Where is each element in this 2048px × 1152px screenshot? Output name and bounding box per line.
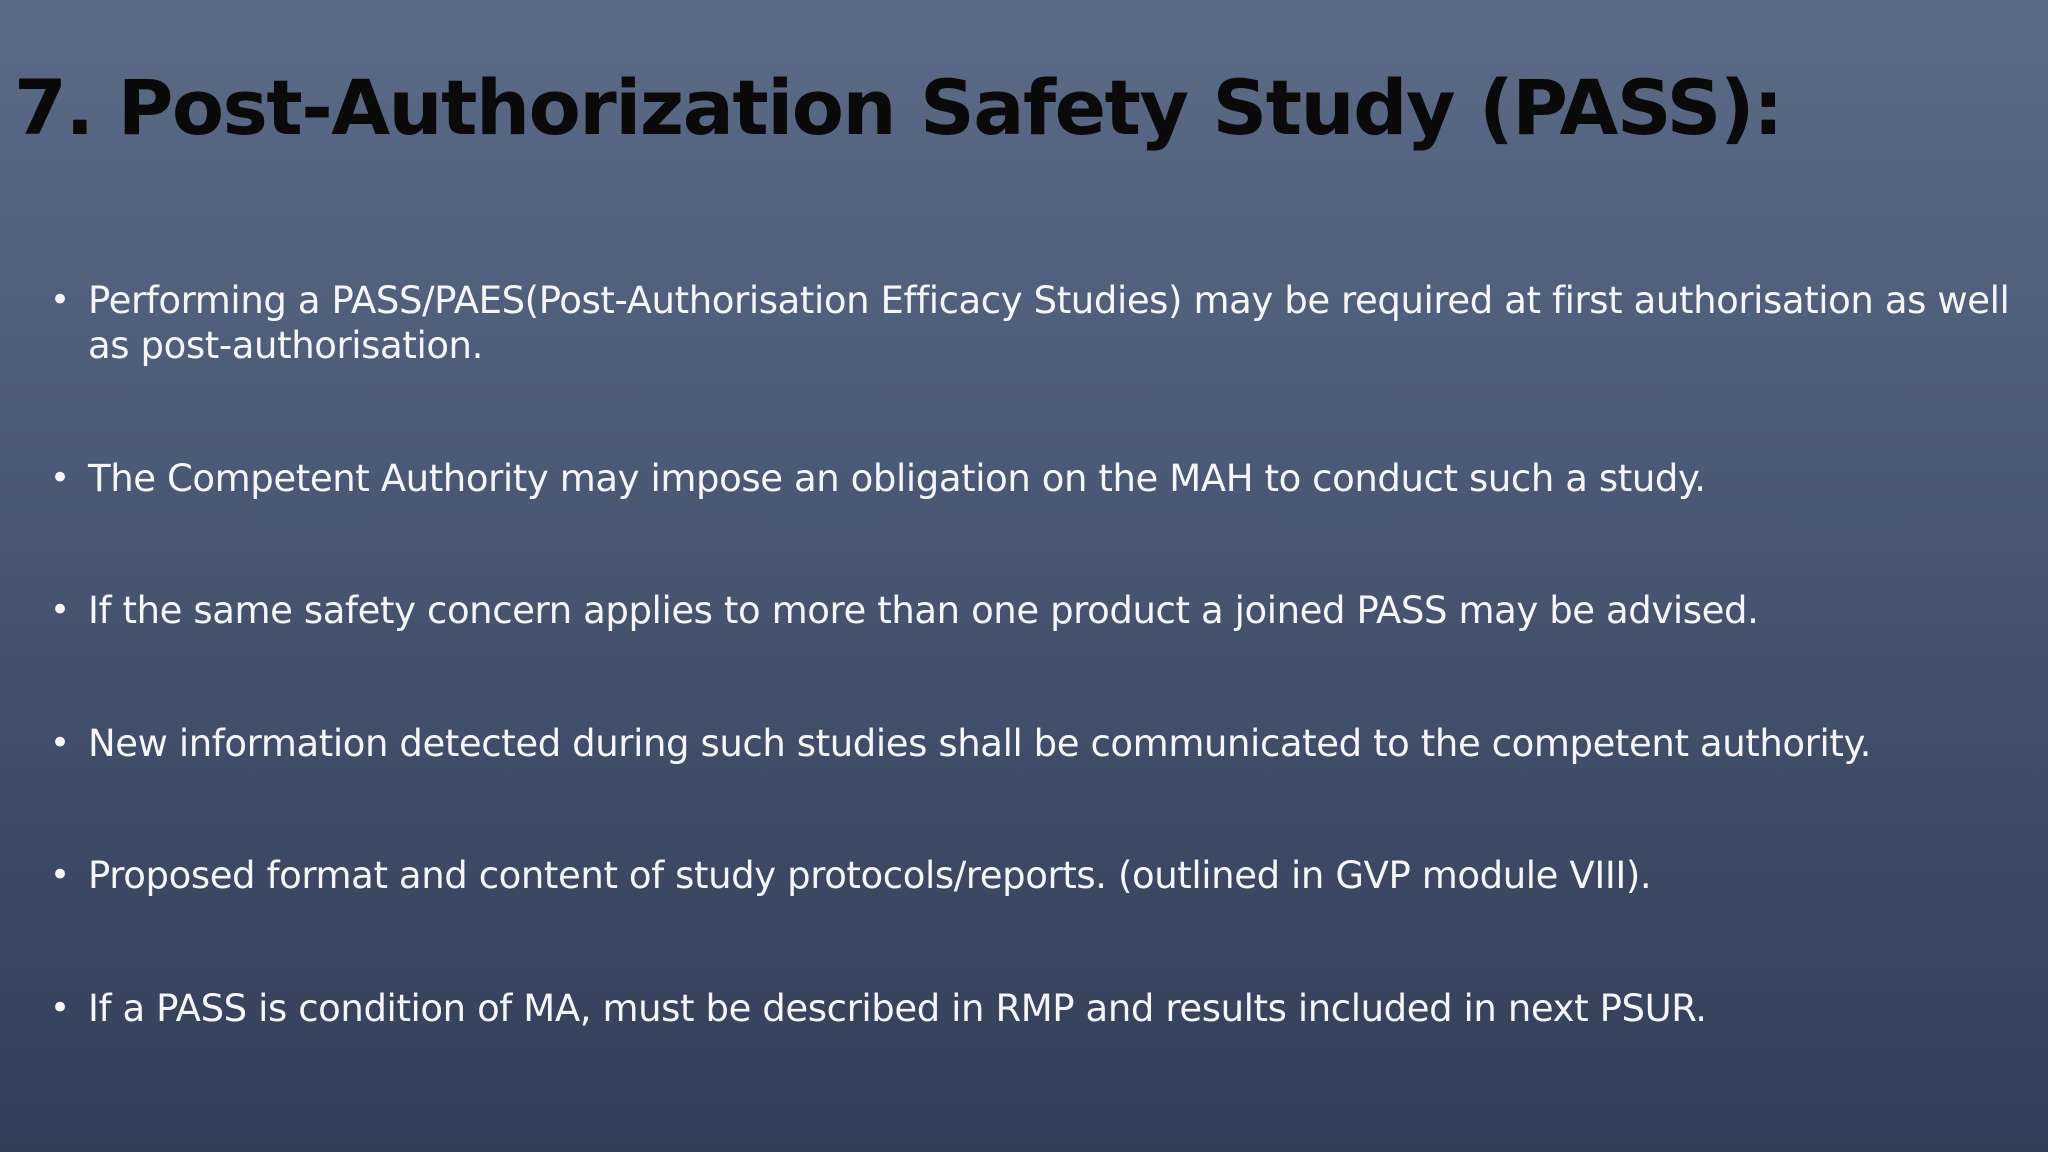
bullet-text: The Competent Authority may impose an obligation on the MAH to conduct such a study. xyxy=(88,457,1706,500)
bullet-dot-icon: • xyxy=(50,280,70,320)
bullet-dot-icon: • xyxy=(50,988,70,1028)
bullet-text: If a PASS is condition of MA, must be described in RMP and results included in next PSUR. xyxy=(88,987,1707,1030)
bullet-dot-icon: • xyxy=(50,855,70,895)
bullet-text: New information detected during such studies shall be communicated to the competent authority. xyxy=(88,722,1872,765)
bullet-dot-icon: • xyxy=(50,458,70,498)
slide-title: 7. Post-Authorization Safety Study (PASS): xyxy=(14,63,1783,152)
bullet-item xyxy=(50,278,2032,368)
bullet-dot-icon: • xyxy=(50,723,70,763)
bullet-item xyxy=(50,588,2032,633)
bullet-text: If the same safety concern applies to more than one product a joined PASS may be advised. xyxy=(88,589,1759,632)
bullet-text: Proposed format and content of study protocols/reports. (outlined in GVP module VIII). xyxy=(88,854,1652,897)
bullet-item xyxy=(50,853,2032,898)
bullet-text: Performing a PASS/PAES(Post-Authorisation Efficacy Studies) may be required at first authorisation as well as post-authorisation. xyxy=(88,279,2010,367)
bullet-item xyxy=(50,986,2032,1031)
bullet-item xyxy=(50,721,2032,766)
bullet-dot-icon: • xyxy=(50,590,70,630)
bullet-item xyxy=(50,456,2032,501)
